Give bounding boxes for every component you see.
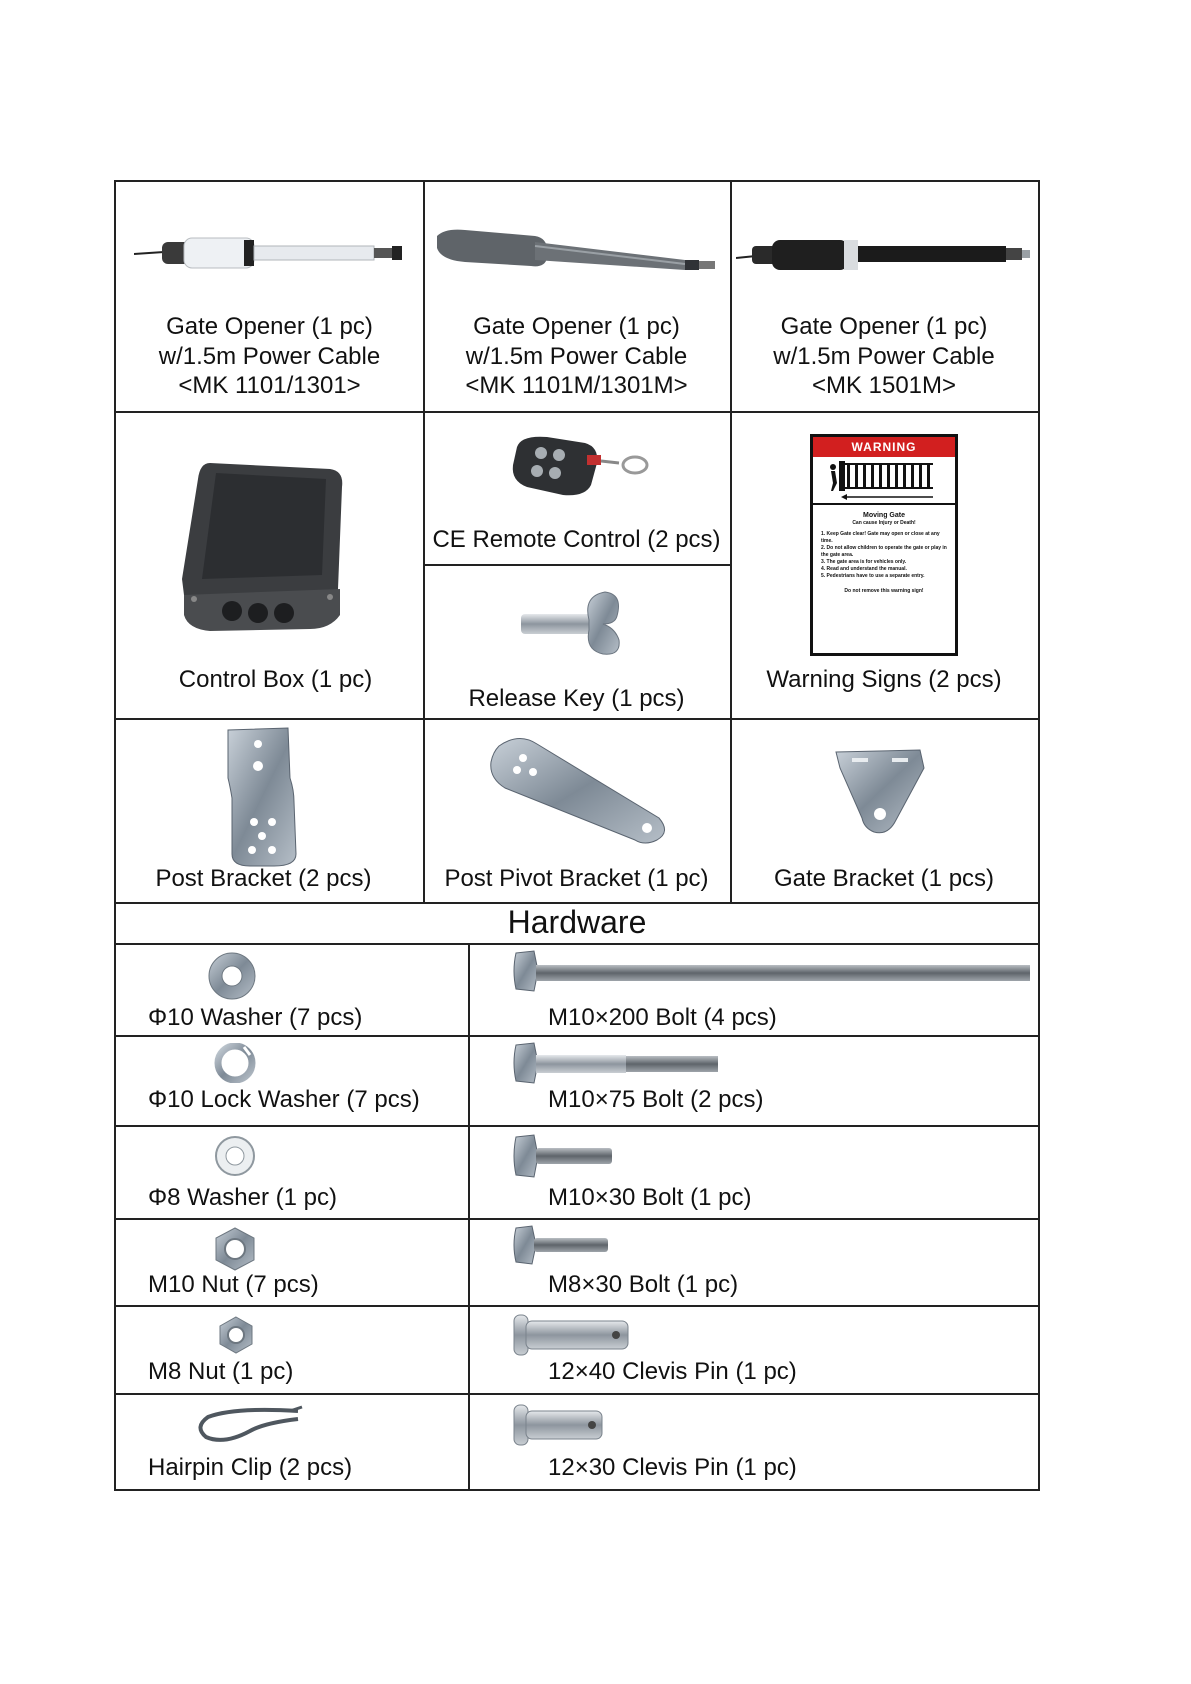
post-bracket-label: Post Bracket (2 pcs): [155, 865, 372, 892]
gate-opener-model: <MK 1101M/1301M>: [465, 372, 688, 399]
hardware-left-2: [116, 1035, 468, 1125]
bolt-m10x75-label: M10×75 Bolt (2 pcs): [548, 1086, 764, 1113]
lock-washer-image: [214, 1043, 256, 1083]
clevis-pin-12x40-image: [512, 1313, 632, 1357]
control-box-label: Control Box (1 pc): [178, 666, 373, 693]
gate-opener-model: <MK 1101/1301>: [178, 372, 361, 399]
gate-opener-label-line1: Gate Opener (1 pc): [473, 313, 680, 340]
gate-opener-label-line2: w/1.5m Power Cable: [465, 343, 688, 370]
warning-sign-item: 2. Do not allow children to operate the gate or play in the gate area.: [821, 545, 947, 558]
gate-opener-cell-3: [730, 182, 1038, 411]
gate-opener-cell-1: [116, 182, 423, 411]
gate-opener-cell-2: [423, 182, 730, 411]
remote-control-image: [507, 433, 657, 499]
gate-opener-black-image: [736, 232, 1032, 272]
bolt-m10x200-image: [512, 949, 1032, 993]
warning-sign-item: 1. Keep Gate clear! Gate may open or close at any time.: [821, 531, 940, 544]
hardware-left-6: [116, 1393, 468, 1489]
post-bracket-cell: [116, 718, 423, 902]
post-pivot-bracket-cell: [423, 718, 730, 902]
warning-sign-image: [810, 434, 958, 656]
gate-bracket-image: [834, 748, 928, 838]
clevis-pin-12x30-label: 12×30 Clevis Pin (1 pc): [548, 1454, 797, 1481]
hardware-left-5: [116, 1305, 468, 1393]
washer-8-label: Φ8 Washer (1 pc): [148, 1184, 337, 1211]
hardware-title: Hardware: [507, 904, 647, 940]
nut-m10-label: M10 Nut (7 pcs): [148, 1271, 319, 1298]
warning-sign-item: 4. Read and understand the manual.: [821, 566, 907, 572]
warning-sign-footer: Do not remove this warning sign!: [844, 588, 924, 594]
nut-m10-image: [212, 1226, 258, 1272]
bolt-m10x30-image: [512, 1133, 616, 1179]
bolt-m10x30-label: M10×30 Bolt (1 pc): [548, 1184, 752, 1211]
post-pivot-bracket-label: Post Pivot Bracket (1 pc): [444, 865, 709, 892]
nut-m8-image: [216, 1315, 256, 1355]
warning-sign-list: [813, 527, 955, 580]
gate-bracket-cell: [730, 718, 1038, 902]
bolt-m8x30-image: [512, 1224, 612, 1266]
gate-pictogram-icon: [813, 457, 955, 505]
lock-washer-label: Φ10 Lock Washer (7 pcs): [148, 1086, 420, 1113]
hardware-right-6: [468, 1393, 1038, 1489]
bolt-m10x200-label: M10×200 Bolt (4 pcs): [548, 1004, 777, 1031]
gate-opener-white-image: [134, 230, 406, 270]
hardware-left-1: [116, 943, 468, 1035]
washer-10-image: [206, 951, 258, 1001]
control-box-cell: [116, 411, 423, 718]
hairpin-clip-label: Hairpin Clip (2 pcs): [148, 1454, 353, 1481]
hairpin-clip-image: [194, 1405, 304, 1447]
gate-opener-label-line2: w/1.5m Power Cable: [773, 343, 995, 370]
warning-sign-title: Moving Gate: [862, 512, 905, 519]
bolt-m8x30-label: M8×30 Bolt (1 pc): [548, 1271, 739, 1298]
hardware-right-5: [468, 1305, 1038, 1393]
hardware-left-4: [116, 1218, 468, 1305]
gate-opener-label-line1: Gate Opener (1 pc): [780, 313, 988, 340]
warning-signs-label: Warning Signs (2 pcs): [766, 666, 1002, 693]
hardware-right-2: [468, 1035, 1038, 1125]
release-key-label: Release Key (1 pcs): [468, 685, 685, 712]
hardware-right-3: [468, 1125, 1038, 1218]
washer-10-label: Φ10 Washer (7 pcs): [148, 1004, 363, 1031]
warning-sign-item: 5. Pedestrians have to use a separate entry.: [821, 573, 925, 579]
gate-opener-label-line2: w/1.5m Power Cable: [158, 343, 381, 370]
gate-bracket-label: Gate Bracket (1 pcs): [773, 865, 995, 892]
hardware-right-1: [468, 943, 1038, 1035]
release-key-cell: [423, 564, 730, 718]
parts-list-table: [114, 180, 1040, 1491]
clevis-pin-12x30-image: [512, 1403, 606, 1447]
clevis-pin-12x40-label: 12×40 Clevis Pin (1 pc): [548, 1358, 797, 1385]
remote-control-label: CE Remote Control (2 pcs): [432, 526, 721, 553]
control-box-image: [180, 459, 352, 639]
gate-opener-model: <MK 1501M>: [811, 372, 957, 399]
gate-opener-gray-image: [435, 224, 721, 280]
post-bracket-image: [224, 726, 300, 868]
remote-control-cell: [423, 411, 730, 564]
gate-opener-label-line1: Gate Opener (1 pc): [166, 313, 373, 340]
warning-sign-item: 3. The gate area is for vehicles only.: [821, 559, 907, 565]
bolt-m10x75-image: [512, 1041, 722, 1085]
hardware-header: [116, 902, 1038, 943]
hardware-right-4: [468, 1218, 1038, 1305]
nut-m8-label: M8 Nut (1 pc): [148, 1358, 294, 1385]
hardware-left-3: [116, 1125, 468, 1218]
post-pivot-bracket-image: [489, 734, 669, 846]
release-key-image: [519, 590, 629, 658]
washer-8-image: [214, 1135, 256, 1177]
warning-sign-subtitle: Can cause Injury or Death!: [852, 520, 916, 526]
warning-sign-header: WARNING: [813, 437, 955, 457]
